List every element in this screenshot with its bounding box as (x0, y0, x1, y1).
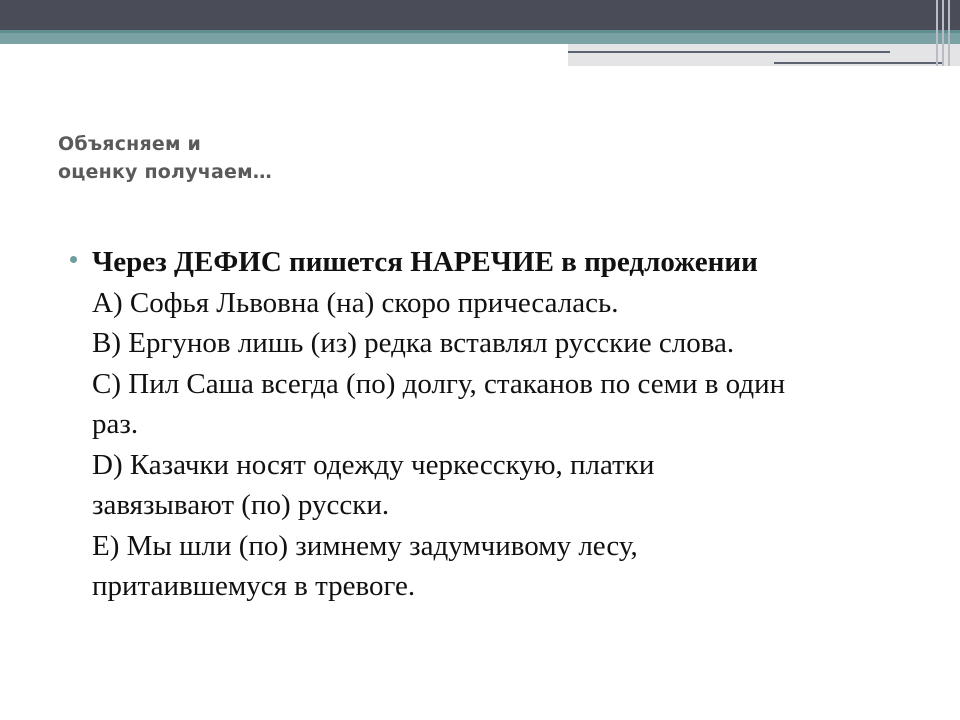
header-rule-lower (774, 62, 944, 64)
header-dark-bar (0, 0, 960, 30)
bullet-heading: Через ДЕФИС пишется НАРЕЧИЕ в предложении (92, 246, 758, 278)
bullet-dot-icon (70, 256, 77, 263)
option-line: D) Казачки носят одежду черкесскую, платки (92, 448, 655, 481)
option-line: А) Софья Львовна (на) скоро причесалась. (92, 286, 619, 319)
slide-title (58, 130, 272, 186)
corner-line (948, 0, 950, 66)
bullet-text (92, 242, 900, 607)
option-line: раз. (92, 408, 139, 440)
corner-line (936, 0, 938, 66)
corner-line (942, 0, 944, 66)
option-line: Е) Мы шли (по) зимнему задумчивому лесу, (92, 529, 638, 562)
option-line: завязывают (по) русски. (92, 489, 390, 521)
option-line: С) Пил Саша всегда (по) долгу, стаканов по семи в один (92, 367, 786, 400)
header-teal-line (0, 30, 960, 33)
slide-title-line: Объясняем и (58, 133, 202, 155)
header-rule-upper (568, 51, 890, 53)
option-line: притаившемуся в тревоге. (92, 570, 416, 602)
bullet-item (70, 242, 900, 607)
slide-title-line: оценку получаем… (58, 161, 273, 183)
option-line: В) Ергунов лишь (из) редка вставлял русские слова. (92, 327, 735, 359)
header-corner-decoration (932, 0, 960, 66)
